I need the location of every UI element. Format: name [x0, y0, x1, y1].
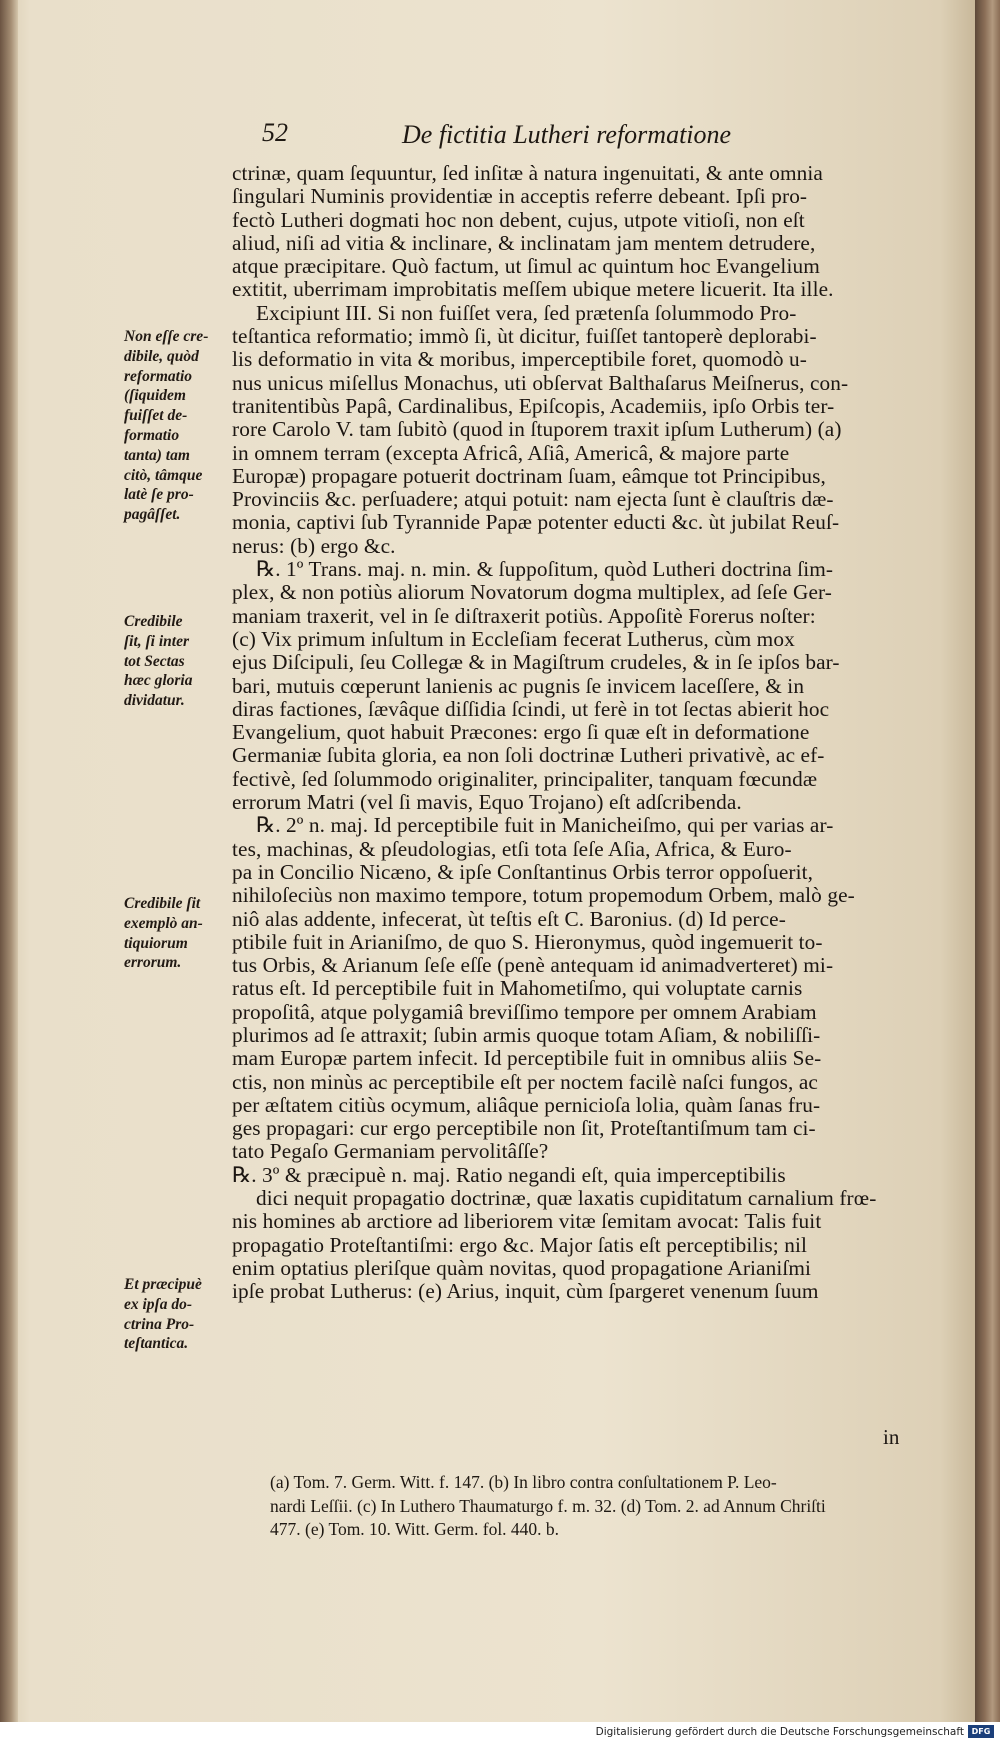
text-line: propagatio Proteſtantiſmi: ergo &c. Major ſatis eſt perceptibilis; nil	[232, 1233, 807, 1257]
text-line: ges propagari: cur ergo perceptibile non ſit, Proteſtantiſmum tam ci-	[232, 1117, 816, 1141]
margin-note-line: Et præcipuè	[124, 1276, 202, 1293]
margin-note-line: ctrina Pro-	[124, 1315, 195, 1333]
text-line: ℞. 2º n. maj. Id perceptibile fuit in Manicheiſmo, qui per varias ar-	[256, 814, 834, 838]
text-line: propoſitâ, atque polygamiâ breviſſimo tempore per omnem Arabiam	[232, 1000, 817, 1024]
margin-note	[124, 1275, 232, 1354]
page-number: 52	[262, 118, 288, 147]
footnote-line: (a) Tom. 7. Germ. Witt. f. 147. (b) In libro contra conſultationem P. Leo-	[270, 1472, 777, 1492]
text-line: plex, & non potiùs aliorum Novatorum dogma multiplex, ad ſeſe Ger-	[232, 581, 833, 605]
margin-note-line: tot Sectas	[124, 652, 185, 670]
text-line: tato Pegaſo Germaniam pervolitâſſe?	[232, 1140, 549, 1164]
text-line: in omnem terram (excepta Africâ, Aſiâ, Americâ, & majore parte	[232, 441, 790, 465]
margin-note-line: Credibile ſit	[124, 895, 201, 912]
book-edge	[975, 0, 1000, 1722]
text-line: extitit, uberrimam improbitatis meſſem ubique metere licuerit. Ita ille.	[232, 278, 834, 302]
footnote-line: 477. (e) Tom. 10. Witt. Germ. fol. 440. b.	[270, 1519, 560, 1539]
margin-note-line: citò, tâmque	[124, 466, 203, 484]
body-text	[232, 162, 932, 1327]
margin-note-line: ex ipſa do-	[124, 1295, 193, 1313]
margin-note	[124, 894, 232, 973]
margin-note-line: ſit, ſi inter	[124, 632, 190, 650]
margin-note	[124, 327, 232, 525]
text-line: maniam traxerit, vel in ſe diſtraxerit potiùs. Appoſitè Forerus noſter:	[232, 604, 816, 628]
page-gutter	[0, 0, 18, 1722]
text-line: ratus eſt. Id perceptibile fuit in Mahometiſmo, qui voluptate carnis	[232, 977, 803, 1001]
margin-note-line: Non eſſe cre-	[124, 328, 209, 345]
text-line: nus unicus miſellus Monachus, uti obſervat Balthaſarus Meiſnerus, con-	[232, 371, 849, 395]
text-line: Excipiunt III. Si non fuiſſet vera, ſed prætenſa ſolummodo Pro-	[256, 301, 797, 325]
margin-note-line: teſtantica.	[124, 1335, 189, 1353]
margin-note-line: dibile, quòd	[124, 347, 199, 365]
text-line: Europæ) propagare potuerit doctrinam ſuam, eâmque tot Principibus,	[232, 464, 826, 488]
text-line: tus Orbis, & Arianum ſeſe eſſe (penè antequam id animadverteret) mi-	[232, 954, 834, 978]
text-line: mam Europæ partem infecit. Id perceptibile fuit in omnibus aliis Se-	[232, 1047, 822, 1071]
page-header	[262, 118, 762, 154]
text-line: nihiloſeciùs non maximo tempore, totum propemodum Orbem, malò ge-	[232, 884, 855, 908]
digitization-credit: Digitalisierung gefördert durch die Deutsche Forschungsgemeinschaft	[595, 1726, 964, 1738]
margin-note-line: Credibile	[124, 613, 183, 630]
margin-note-line: pagâſſet.	[124, 506, 181, 524]
text-line: fectò Lutheri dogmati hoc non debent, cujus, utpote vitioſi, non eſt	[232, 208, 805, 232]
margin-note	[124, 612, 232, 711]
text-line: ejus Diſcipuli, ſeu Collegæ & in Magiſtrum crudeles, & in ſe ipſos bar-	[232, 651, 840, 675]
margin-note-line: latè ſe pro-	[124, 486, 194, 504]
text-line: ctis, non minùs ac perceptibile eſt per noctem facilè naſci fungos, ac	[232, 1070, 818, 1094]
text-line: Germaniæ ſubita gloria, ea non ſoli doctrinæ Lutheri privativè, ac ef-	[232, 744, 825, 768]
text-line	[232, 1304, 932, 1327]
text-line: nerus: (b) ergo &c.	[232, 534, 396, 558]
margin-note-line: tanta) tam	[124, 446, 190, 464]
text-line: monia, captivi ſub Tyrannide Papæ potenter educti &c. ùt jubilat Reuſ-	[232, 511, 840, 535]
text-line: ℞. 3º & præcipuè n. maj. Ratio negandi eſt, quia imperceptibilis	[232, 1163, 786, 1187]
text-line: ctrinæ, quam ſequuntur, ſed inſitæ à natura ingenuitati, & ante omnia	[232, 162, 823, 185]
margin-note-line: hæc gloria	[124, 672, 193, 690]
margin-note-line: errorum.	[124, 954, 182, 972]
text-line: ſingulari Numinis providentiæ in acceptis referre debeant. Ipſi pro-	[232, 185, 808, 209]
text-line: ptibile fuit in Arianiſmo, de quo S. Hieronymus, quòd ingemuerit to-	[232, 930, 823, 954]
footnotes	[270, 1471, 935, 1542]
text-line: tranitentibùs Papâ, Cardinalibus, Epiſcopis, Academiis, ipſo Orbis ter-	[232, 394, 835, 418]
text-line: diras factiones, ſævâque diſſidia ſcindi, ut ferè in tot ſectas abierit hoc	[232, 697, 830, 721]
text-line: bari, mutuis cœperunt lanienis ac pugnis ſe invicem laceſſere, & in	[232, 674, 805, 698]
text-line: ipſe probat Lutherus: (e) Arius, inquit, cùm ſpargeret venenum ſuum	[232, 1280, 819, 1304]
text-line: dici nequit propagatio doctrinæ, quæ laxatis cupiditatum carnalium frœ-	[256, 1187, 877, 1211]
text-line: (c) Vix primum inſultum in Eccleſiam fecerat Lutherus, cùm mox	[232, 627, 795, 651]
margin-note-line: fuiſſet de-	[124, 407, 188, 425]
text-line: pa in Concilio Nicæno, & ipſe Conſtantinus Orbis terror oppoſuerit,	[232, 860, 814, 884]
text-line: enim optatius pleriſque quàm novitas, quod propagatione Arianiſmi	[232, 1256, 812, 1280]
dfg-logo-icon: DFG	[968, 1725, 994, 1738]
text-line: atque præcipitare. Quò factum, ut ſimul ac quintum hoc Evangelium	[232, 255, 820, 279]
catchword: in	[883, 1425, 900, 1449]
margin-note-line: exemplò an-	[124, 914, 203, 932]
text-line: aliud, niſi ad vitia & inclinare, & inclinatam jam mentem detrudere,	[232, 231, 816, 255]
footnote-line: nardi Leſſii. (c) In Luthero Thaumaturgo f. m. 32. (d) Tom. 2. ad Annum Chriſti	[270, 1495, 826, 1516]
text-line: rore Carolo V. tam ſubitò (quod in ſtuporem traxit ipſum Lutherum) (a)	[232, 418, 842, 442]
text-line: Provinciis &c. perſuadere; atqui potuit: nam ejecta ſunt è clauſtris dæ-	[232, 488, 834, 512]
margin-note-line: formatio	[124, 426, 180, 444]
text-line: per æſtatem citiùs ocymum, aliâque pernicioſa lolia, quàm ſanas fru-	[232, 1093, 821, 1117]
text-line: lis deformatio in vita & moribus, imperceptibile foret, quomodò u-	[232, 348, 807, 372]
text-line: teſtantica reformatio; immò ſi, ùt dicitur, fuiſſet tantoperè deplorabi-	[232, 325, 817, 349]
text-line: nis homines ab arctiore ad liberiorem vitæ ſemitam avocat: Talis fuit	[232, 1210, 822, 1234]
margin-note-line: tiquiorum	[124, 934, 188, 952]
text-line: fectivè, ſed ſolummodo originaliter, principaliter, tanquam fœcundæ	[232, 767, 818, 791]
text-line: niô alas addente, infecerat, ùt teſtis eſt C. Baronius. (d) Id perce-	[232, 907, 786, 931]
text-line: tes, machinas, & pſeudologias, etſi tota ſeſe Aſia, Africa, & Euro-	[232, 837, 792, 861]
margin-note-line: (ſiquidem	[124, 387, 186, 405]
margin-note-line: reformatio	[124, 367, 193, 385]
text-line: errorum Matri (vel ſi mavis, Equo Trojano) eſt adſcribenda.	[232, 791, 742, 815]
margin-note-line: dividatur.	[124, 692, 185, 710]
text-line: Evangelium, quot habuit Præcones: ergo ſi quæ eſt in deformatione	[232, 721, 810, 745]
text-line: ℞. 1º Trans. maj. n. min. & ſuppoſitum, quòd Lutheri doctrina ſim-	[256, 558, 834, 582]
running-title: De fictitia Lutheri reformatione	[402, 120, 732, 149]
text-line: plurimos ad ſe attraxit; ſubin armis quoque totam Aſiam, & nobiliſſi-	[232, 1023, 821, 1047]
